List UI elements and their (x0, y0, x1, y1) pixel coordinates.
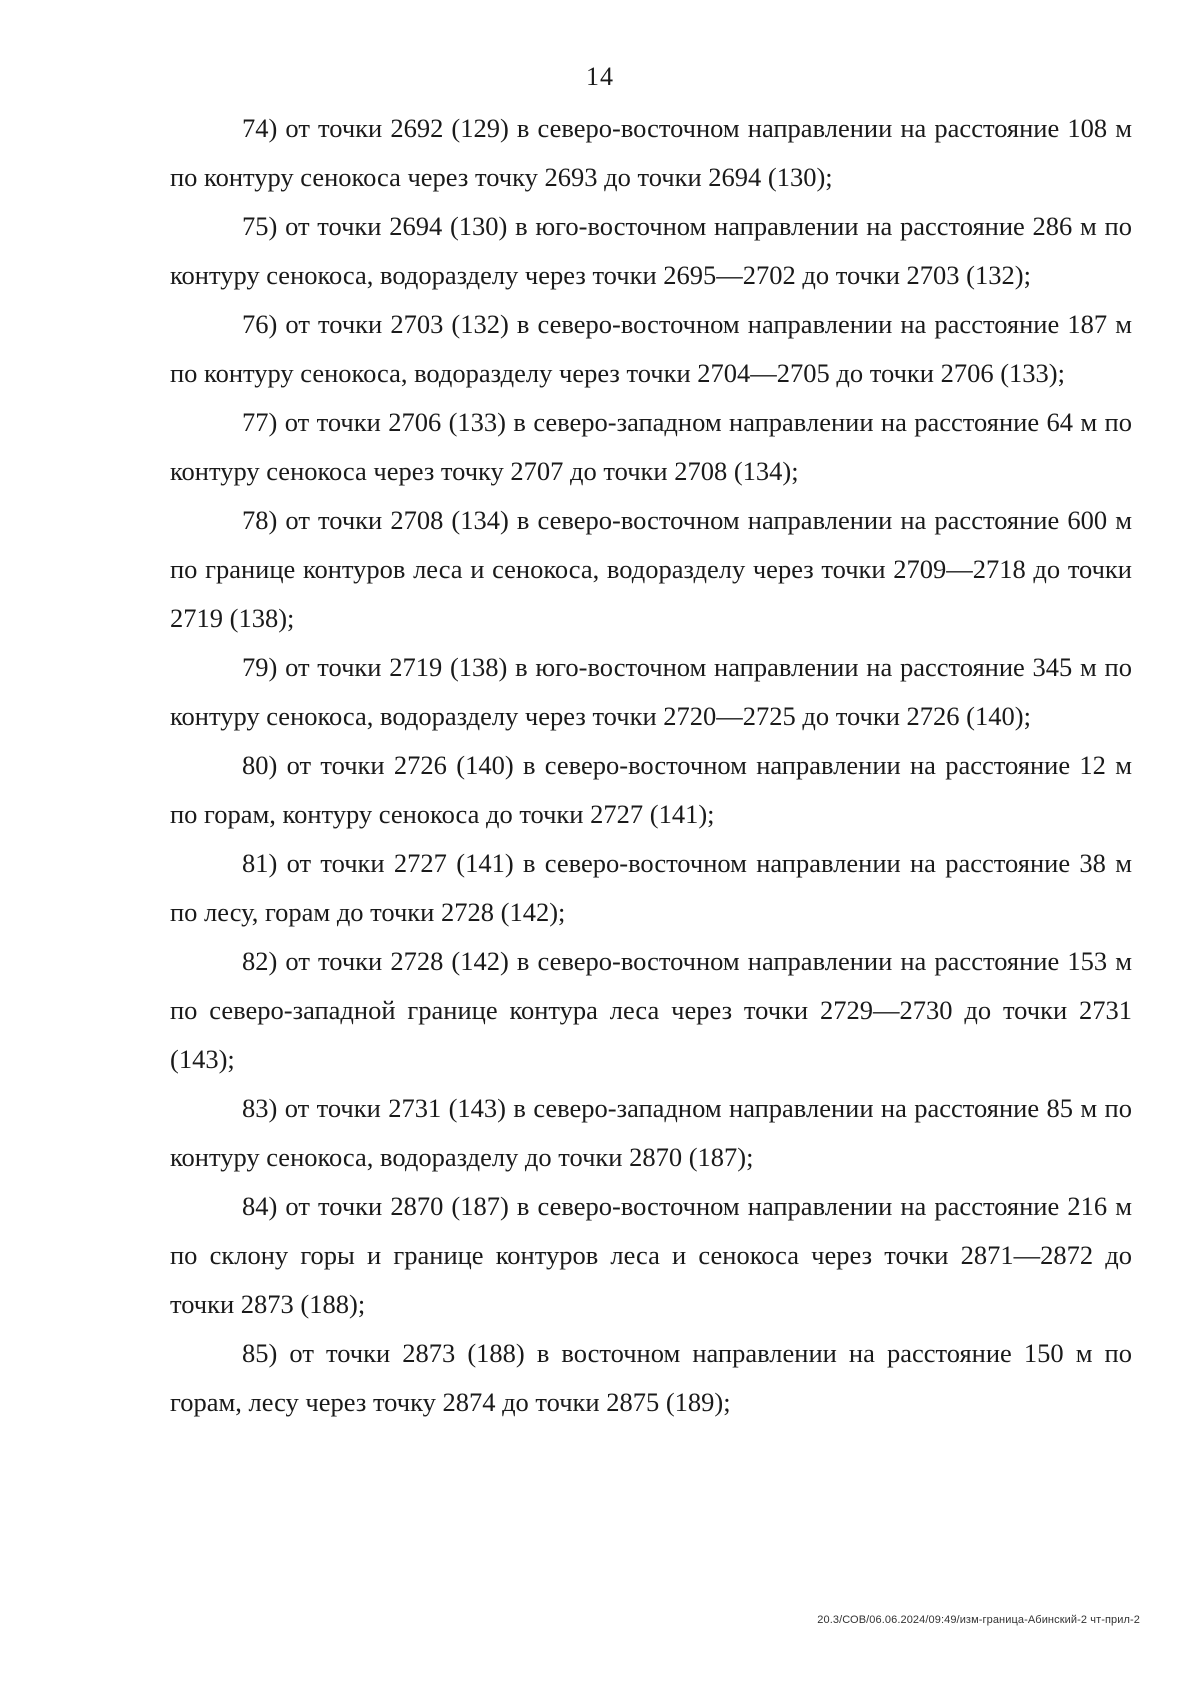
list-item: 85) от точки 2873 (188) в восточном направлении на расстояние 150 м по горам, лесу через точку 2874 до точки 2875 (189); (170, 1338, 1132, 1417)
list-item: 83) от точки 2731 (143) в северо-западном направлении на расстояние 85 м по контуру сенокоса, водоразделу до точки 2870 (187); (170, 1093, 1132, 1172)
list-item: 76) от точки 2703 (132) в северо-восточном направлении на расстояние 187 м по контуру сенокоса, водоразделу через точки 2704—2705 до точки 2706 (133); (170, 309, 1132, 388)
list-item: 78) от точки 2708 (134) в северо-восточном направлении на расстояние 600 м по границе контуров леса и сенокоса, водоразделу через точки 2709—2718 до точки 2719 (138); (170, 505, 1132, 633)
list-item: 77) от точки 2706 (133) в северо-западном направлении на расстояние 64 м по контуру сенокоса через точку 2707 до точки 2708 (134); (170, 407, 1132, 486)
list-item: 80) от точки 2726 (140) в северо-восточном направлении на расстояние 12 м по горам, контуру сенокоса до точки 2727 (141); (170, 750, 1132, 829)
list-item: 82) от точки 2728 (142) в северо-восточном направлении на расстояние 153 м по северо-западной границе контура леса через точки 2729—2730 до точки 2731 (143); (170, 946, 1132, 1074)
list-item: 84) от точки 2870 (187) в северо-восточном направлении на расстояние 216 м по склону горы и границе контуров леса и сенокоса через точки 2871—2872 до точки 2873 (188); (170, 1191, 1132, 1319)
list-item: 79) от точки 2719 (138) в юго-восточном направлении на расстояние 345 м по контуру сенокоса, водоразделу через точки 2720—2725 до точки 2726 (140); (170, 652, 1132, 731)
list-item: 75) от точки 2694 (130) в юго-восточном направлении на расстояние 286 м по контуру сенокоса, водоразделу через точки 2695—2702 до точки 2703 (132); (170, 211, 1132, 290)
list-item: 81) от точки 2727 (141) в северо-восточном направлении на расстояние 38 м по лесу, горам до точки 2728 (142); (170, 848, 1132, 927)
boundary-description-list (170, 104, 1132, 1427)
document-footer-code: 20.3/СОВ/06.06.2024/09:49/изм-граница-Абинский-2 чт-прил-2 (817, 1614, 1140, 1626)
page-number: 14 (586, 62, 614, 91)
list-item: 74) от точки 2692 (129) в северо-восточном направлении на расстояние 108 м по контуру сенокоса через точку 2693 до точки 2694 (130); (170, 113, 1132, 192)
